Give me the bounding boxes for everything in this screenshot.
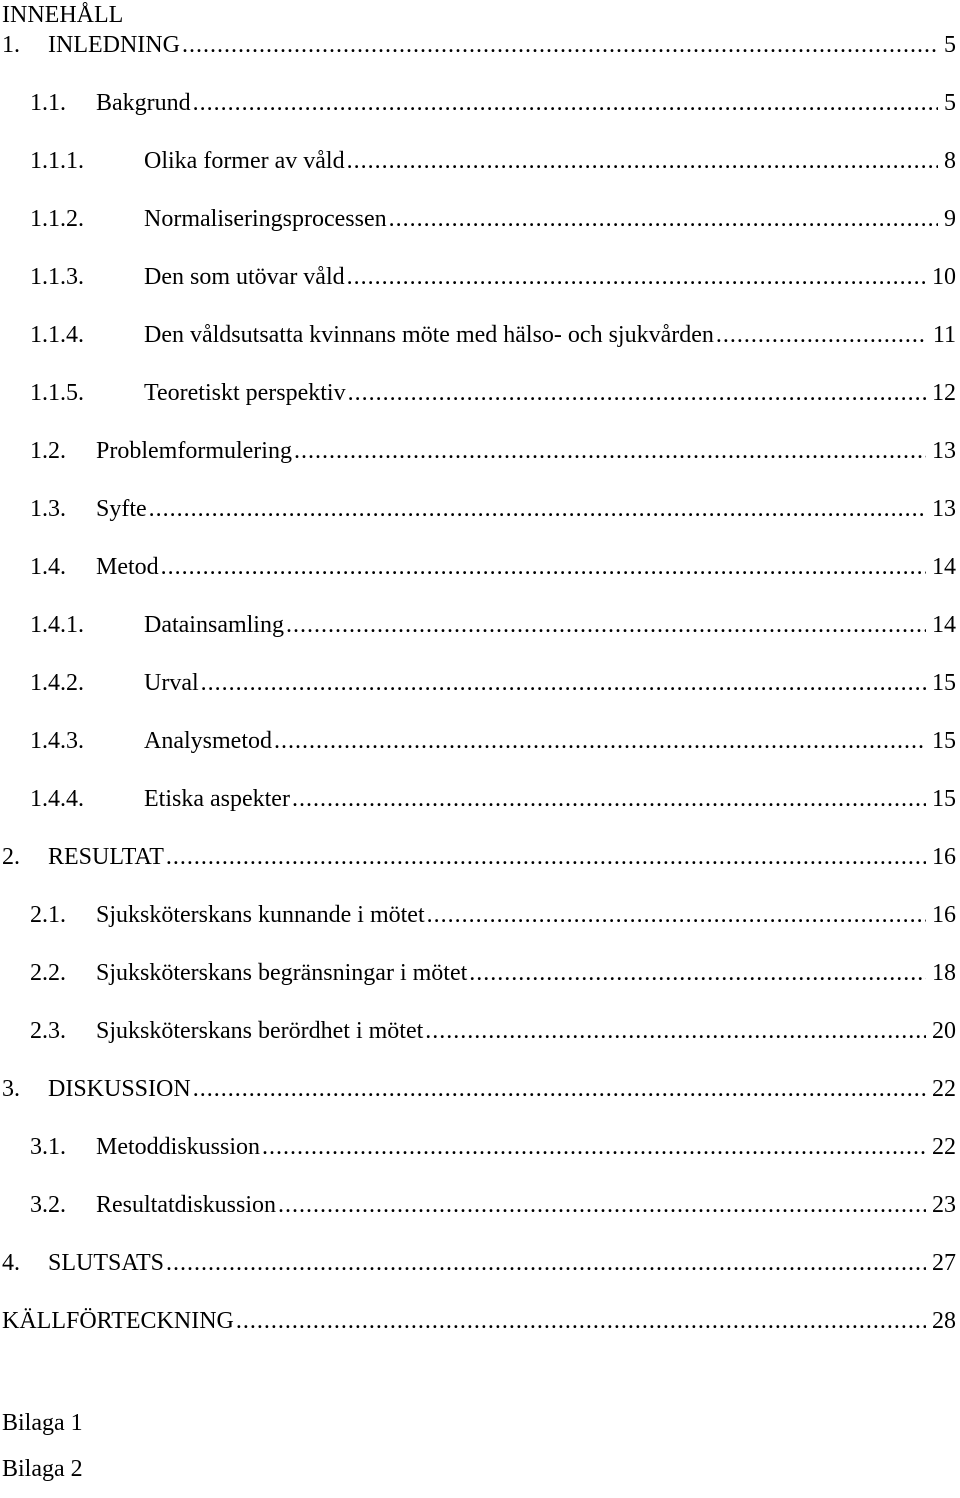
toc-entry-number: 1.2.	[30, 438, 66, 464]
appendix-list	[2, 1406, 83, 1498]
toc-entry-page: 22	[932, 1076, 956, 1102]
toc-entry-number: 1.	[2, 32, 20, 58]
toc-entry-label: RESULTAT	[48, 844, 164, 870]
toc-entry-number: 2.3.	[30, 1018, 66, 1044]
toc-entry-label: Syfte	[96, 496, 147, 522]
toc-entry-number: 1.4.	[30, 554, 66, 580]
toc-entry-label: Etiska aspekter	[144, 786, 290, 812]
toc-entry[interactable]	[0, 886, 960, 944]
toc-entry-number: 1.1.	[30, 90, 66, 116]
toc-entry-number: 2.2.	[30, 960, 66, 986]
toc-entry-page: 14	[932, 612, 956, 638]
toc-entry-page: 16	[932, 902, 956, 928]
toc-leader-dots	[193, 1074, 926, 1104]
toc-entry-page: 10	[932, 264, 956, 290]
toc-leader-dots	[274, 726, 926, 756]
toc-leader-dots	[716, 320, 927, 350]
toc-entry-label: Olika former av våld	[144, 148, 345, 174]
toc-entry-label: Resultatdiskussion	[96, 1192, 277, 1218]
toc-leader-dots	[193, 88, 938, 118]
toc-entry-number: 1.1.3.	[30, 264, 84, 290]
toc-list	[0, 16, 960, 1350]
toc-entry-label: Sjuksköterskans kunnande i mötet	[96, 902, 425, 928]
toc-entry[interactable]	[0, 1176, 960, 1234]
toc-leader-dots	[286, 610, 926, 640]
toc-leader-dots	[347, 262, 926, 292]
appendix-item[interactable]: Bilaga 1	[2, 1410, 83, 1436]
toc-leader-dots	[347, 146, 938, 176]
toc-entry-page: 9	[944, 206, 956, 232]
toc-entry-number: 1.1.2.	[30, 206, 84, 232]
toc-entry-number: 3.	[2, 1076, 20, 1102]
toc-entry-number: 4.	[2, 1250, 20, 1276]
toc-leader-dots	[278, 1190, 926, 1220]
toc-entry-label: SLUTSATS	[48, 1250, 165, 1276]
toc-entry-label: Normaliseringsprocessen	[144, 206, 387, 232]
toc-leader-dots	[236, 1306, 926, 1336]
toc-entry[interactable]	[0, 1060, 960, 1118]
toc-entry[interactable]	[0, 1234, 960, 1292]
toc-entry-page: 23	[932, 1192, 956, 1218]
toc-entry-page: 5	[944, 90, 956, 116]
toc-entry[interactable]	[0, 306, 960, 364]
toc-entry-page: 16	[932, 844, 956, 870]
toc-entry[interactable]	[0, 596, 960, 654]
toc-entry-page: 15	[932, 786, 956, 812]
toc-entry-page: 14	[932, 554, 956, 580]
toc-entry-page: 22	[932, 1134, 956, 1160]
toc-entry-number: 2.1.	[30, 902, 66, 928]
toc-leader-dots	[166, 1248, 926, 1278]
toc-entry-label: Analysmetod	[144, 728, 272, 754]
toc-entry-number: 2.	[2, 844, 20, 870]
toc-entry-label: Problemformulering	[96, 438, 292, 464]
toc-entry[interactable]	[0, 654, 960, 712]
toc-entry-label: Den som utövar våld	[144, 264, 345, 290]
toc-entry-label: INLEDNING	[48, 32, 180, 58]
toc-entry-page: 13	[932, 438, 956, 464]
toc-entry[interactable]	[0, 944, 960, 1002]
toc-leader-dots	[294, 436, 926, 466]
toc-entry-label: Bakgrund	[96, 90, 191, 116]
toc-entry-label: Urval	[144, 670, 199, 696]
toc-leader-dots	[201, 668, 926, 698]
toc-entry-page: 15	[932, 728, 956, 754]
toc-entry[interactable]	[0, 190, 960, 248]
toc-entry[interactable]	[0, 16, 960, 74]
toc-entry-page: 27	[932, 1250, 956, 1276]
toc-entry-page: 28	[932, 1308, 956, 1334]
toc-entry-page: 11	[932, 322, 956, 348]
toc-entry-label: Metod	[96, 554, 159, 580]
toc-entry-number: 1.4.1.	[30, 612, 84, 638]
toc-entry[interactable]	[0, 828, 960, 886]
toc-entry[interactable]	[0, 770, 960, 828]
toc-entry-number: 1.4.3.	[30, 728, 84, 754]
toc-entry[interactable]	[0, 422, 960, 480]
toc-entry-number: 1.3.	[30, 496, 66, 522]
toc-entry-page: 12	[932, 380, 956, 406]
toc-entry[interactable]	[0, 364, 960, 422]
toc-leader-dots	[292, 784, 926, 814]
toc-leader-dots	[427, 900, 926, 930]
toc-entry-page: 20	[932, 1018, 956, 1044]
toc-leader-dots	[469, 958, 926, 988]
toc-entry-number: 1.1.1.	[30, 148, 84, 174]
toc-title: INNEHÅLL	[2, 2, 124, 28]
toc-entry[interactable]	[0, 1292, 960, 1350]
toc-entry-page: 8	[944, 148, 956, 174]
toc-entry-number: 1.1.4.	[30, 322, 84, 348]
appendix-item[interactable]: Bilaga 2	[2, 1456, 83, 1482]
toc-entry[interactable]	[0, 538, 960, 596]
toc-leader-dots	[161, 552, 926, 582]
toc-entry-label: Den våldsutsatta kvinnans möte med hälso- och sjukvården	[144, 322, 714, 348]
toc-entry-label: Sjuksköterskans begränsningar i mötet	[96, 960, 468, 986]
toc-entry-number: 3.1.	[30, 1134, 66, 1160]
toc-entry[interactable]	[0, 1002, 960, 1060]
toc-entry-page: 13	[932, 496, 956, 522]
toc-entry[interactable]	[0, 248, 960, 306]
toc-entry-page: 18	[932, 960, 956, 986]
toc-entry-number: 1.1.5.	[30, 380, 84, 406]
toc-entry-label: DISKUSSION	[48, 1076, 191, 1102]
toc-entry[interactable]	[0, 132, 960, 190]
toc-leader-dots	[425, 1016, 926, 1046]
toc-entry-page: 15	[932, 670, 956, 696]
toc-entry[interactable]	[0, 1118, 960, 1176]
toc-entry[interactable]	[0, 480, 960, 538]
toc-leader-dots	[389, 204, 938, 234]
toc-leader-dots	[182, 30, 938, 60]
toc-entry-label: Sjuksköterskans berördhet i mötet	[96, 1018, 424, 1044]
toc-entry-number: 1.4.2.	[30, 670, 84, 696]
toc-leader-dots	[262, 1132, 926, 1162]
toc-leader-dots	[166, 842, 926, 872]
toc-entry-page: 5	[944, 32, 956, 58]
toc-entry-number: 3.2.	[30, 1192, 66, 1218]
toc-entry-label: KÄLLFÖRTECKNING	[2, 1308, 234, 1334]
toc-leader-dots	[348, 378, 926, 408]
toc-entry-number: 1.4.4.	[30, 786, 84, 812]
toc-entry[interactable]	[0, 712, 960, 770]
toc-entry-label: Teoretiskt perspektiv	[144, 380, 346, 406]
toc-entry-label: Metoddiskussion	[96, 1134, 261, 1160]
toc-entry-label: Datainsamling	[144, 612, 284, 638]
toc-entry[interactable]	[0, 74, 960, 132]
toc-leader-dots	[149, 494, 926, 524]
